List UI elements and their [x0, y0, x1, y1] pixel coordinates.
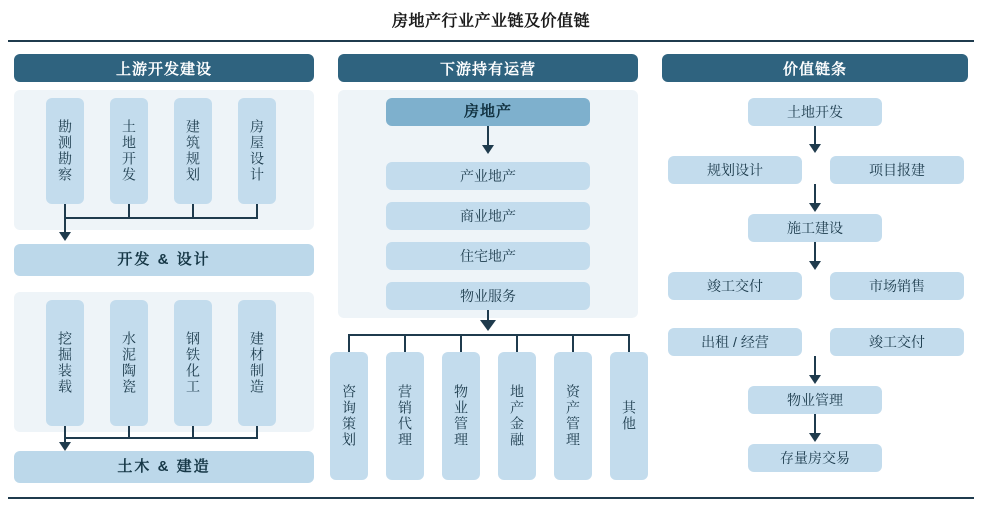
arrow-downstream-0: [482, 145, 494, 154]
arrow-upstream-band2: [59, 442, 71, 451]
downstream-service-2[interactable]: 营销代理: [386, 352, 424, 480]
upstream-node-1[interactable]: 勘测勘察: [46, 98, 84, 204]
valuechain-step-3[interactable]: 施工建设: [748, 214, 882, 242]
downstream-node-3[interactable]: 住宅地产: [386, 242, 590, 270]
upstream-node-2[interactable]: 土地开发: [110, 98, 148, 204]
bottom-divider: [8, 497, 974, 499]
connector-s1: [348, 334, 350, 354]
column-header-downstream: 下游持有运营: [338, 54, 638, 82]
arrow-valuechain-3: [809, 261, 821, 270]
connector-u-bus: [64, 217, 258, 219]
column-header-upstream: 上游开发建设: [14, 54, 314, 82]
upstream-node-4[interactable]: 房屋设计: [238, 98, 276, 204]
connector-u1: [64, 204, 66, 218]
upstream-node-6[interactable]: 水泥陶瓷: [110, 300, 148, 426]
upstream-band-2[interactable]: 土木 & 建造: [14, 451, 314, 483]
connector-s2: [404, 334, 406, 354]
upstream-band-1[interactable]: 开发 & 设计: [14, 244, 314, 276]
column-header-valuechain: 价值链条: [662, 54, 968, 82]
valuechain-step-5[interactable]: 出租 / 经营: [668, 328, 802, 356]
downstream-root[interactable]: 房地产: [386, 98, 590, 126]
upstream-node-3[interactable]: 建筑规划: [174, 98, 212, 204]
valuechain-step-5-right[interactable]: 竣工交付: [830, 328, 964, 356]
upstream-node-8[interactable]: 建材制造: [238, 300, 276, 426]
top-divider: [8, 40, 974, 42]
arrow-valuechain-5: [809, 375, 821, 384]
connector-s3: [460, 334, 462, 354]
arrow-valuechain-6: [809, 433, 821, 442]
downstream-node-1[interactable]: 产业地产: [386, 162, 590, 190]
valuechain-step-4-right[interactable]: 市场销售: [830, 272, 964, 300]
valuechain-step-2[interactable]: 规划设计: [668, 156, 802, 184]
downstream-service-4[interactable]: 地产金融: [498, 352, 536, 480]
connector-u4: [256, 204, 258, 218]
connector-v1: [814, 126, 816, 146]
downstream-service-6[interactable]: 其他: [610, 352, 648, 480]
valuechain-step-6[interactable]: 物业管理: [748, 386, 882, 414]
arrow-upstream-band1: [59, 232, 71, 241]
valuechain-step-2-right[interactable]: 项目报建: [830, 156, 964, 184]
downstream-node-2[interactable]: 商业地产: [386, 202, 590, 230]
valuechain-step-4[interactable]: 竣工交付: [668, 272, 802, 300]
connector-s6: [628, 334, 630, 354]
valuechain-step-1[interactable]: 土地开发: [748, 98, 882, 126]
arrow-valuechain-2: [809, 203, 821, 212]
arrow-downstream-services: [480, 320, 496, 331]
downstream-service-bus: [348, 334, 630, 336]
downstream-service-1[interactable]: 咨询策划: [330, 352, 368, 480]
downstream-service-3[interactable]: 物业管理: [442, 352, 480, 480]
upstream-node-7[interactable]: 钢铁化工: [174, 300, 212, 426]
page-title: 房地产行业产业链及价值链: [391, 13, 590, 30]
valuechain-step-7[interactable]: 存量房交易: [748, 444, 882, 472]
connector-s5: [572, 334, 574, 354]
connector-u2: [128, 204, 130, 218]
downstream-service-5[interactable]: 资产管理: [554, 352, 592, 480]
connector-s4: [516, 334, 518, 354]
connector-u3: [192, 204, 194, 218]
upstream-node-5[interactable]: 挖掘装载: [46, 300, 84, 426]
arrow-valuechain-1: [809, 144, 821, 153]
downstream-node-4[interactable]: 物业服务: [386, 282, 590, 310]
connector-u-bus-2: [64, 437, 258, 439]
